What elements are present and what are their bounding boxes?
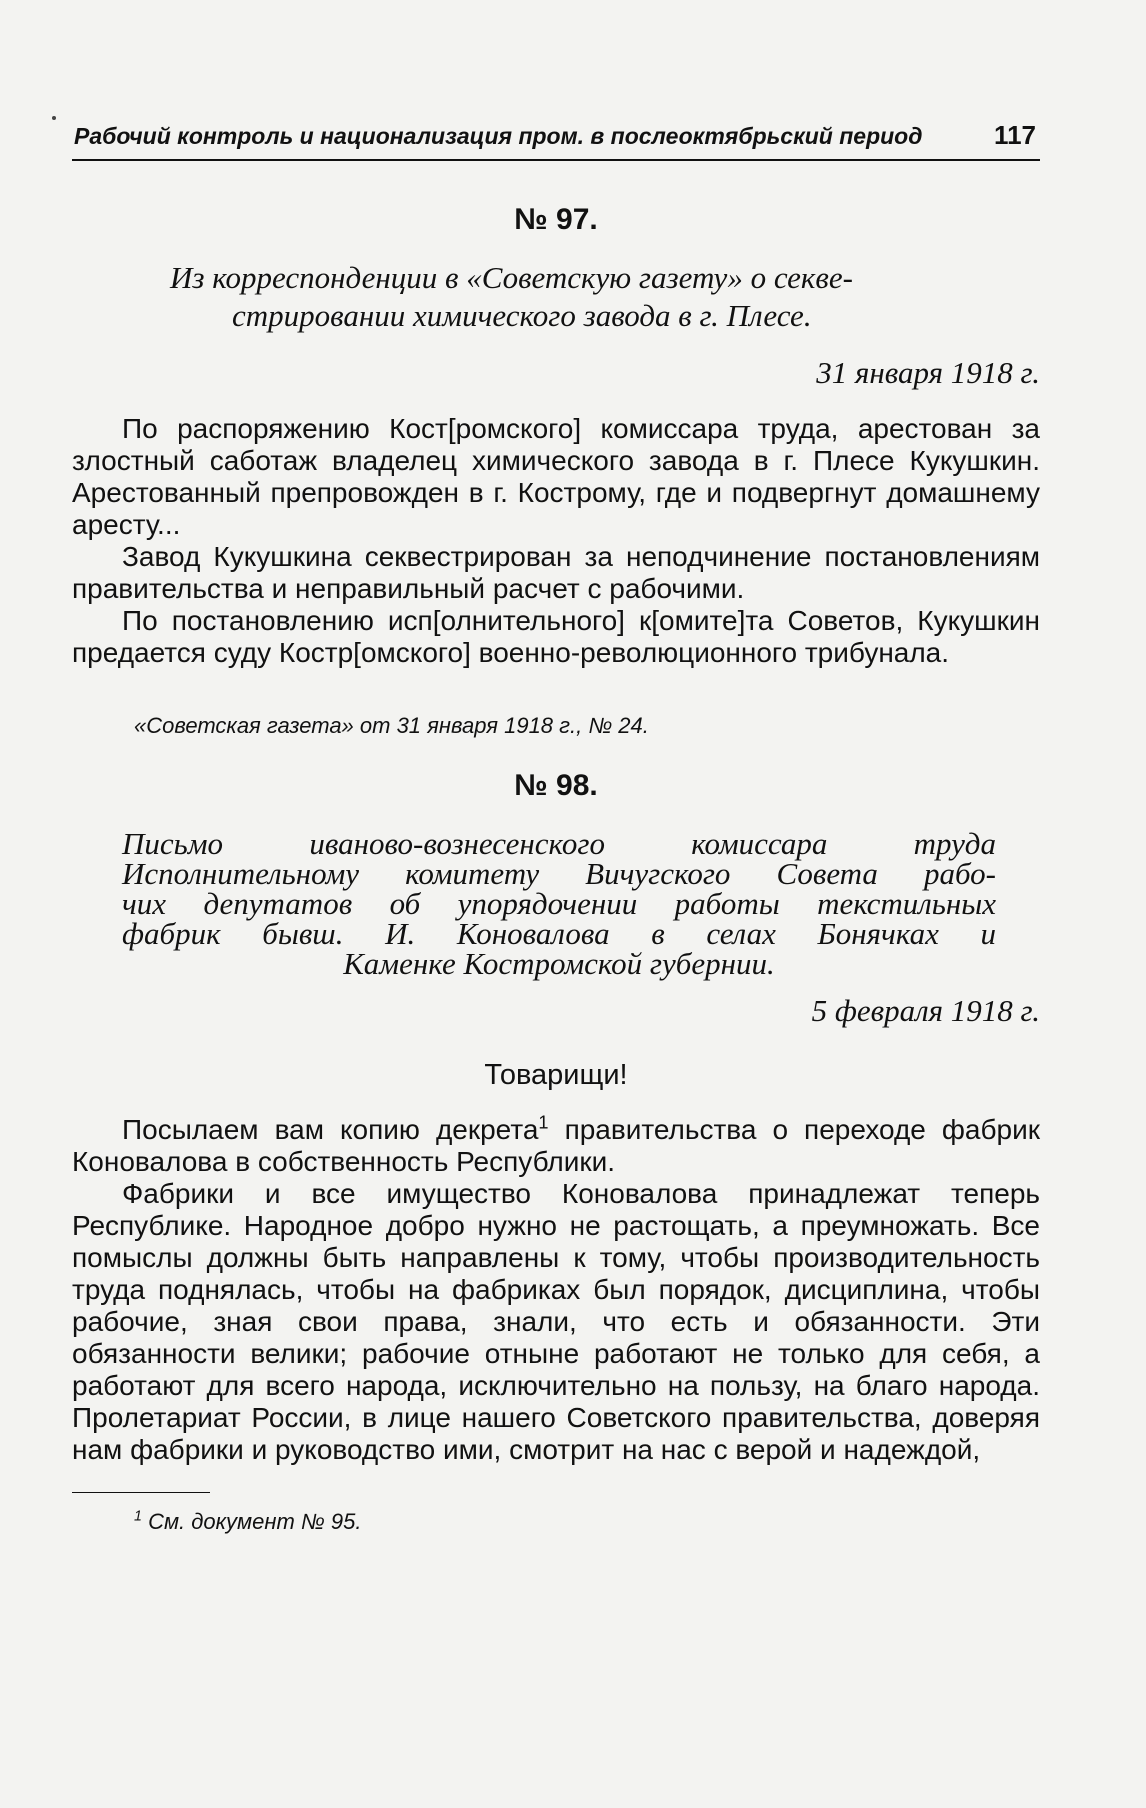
footnote — [72, 1509, 1040, 1535]
doc-title-line: Исполнительному комитету Вичугского Совета рабо- — [122, 856, 996, 891]
running-header — [72, 120, 1040, 151]
footnote-number: 1 — [134, 1508, 142, 1525]
paragraph: Завод Кукушкина секвестрирован за неподчинение постановлениям правительства и неправильный расчет с рабочими. — [72, 541, 1040, 604]
doc-title-line: фабрик бывш. И. Коновалова в селах Бонячках и — [122, 916, 996, 951]
ink-dot — [52, 116, 56, 120]
document-97 — [72, 203, 1040, 739]
doc-title-line: чих депутатов об упорядочении работы текстильных — [122, 886, 996, 921]
doc-title — [72, 826, 1040, 981]
running-title: Рабочий контроль и национализация пром. в послеоктябрьский период — [74, 123, 923, 149]
doc-title-line: Письмо иваново-вознесенского комиссара труда — [122, 826, 996, 861]
header-rule — [72, 159, 1040, 161]
paragraph: По постановлению исп[олнительного] к[омите]та Советов, Кукушкин предается суду Костр[омского] военно-революционного трибунала. — [72, 605, 1040, 668]
doc-date: 5 февраля 1918 г. — [811, 993, 1040, 1028]
doc-title-line: стрировании химического завода в г. Плесе. — [232, 298, 812, 333]
salutation: Товарищи! — [484, 1059, 628, 1091]
paragraph: По распоряжению Кост[ромского] комиссара труда, арестован за злостный саботаж владелец химического завода в г. Плесе Кукушкин. Арестованный препровожден в г. Кострому, где и подвергнут домашнему аресту... — [72, 413, 1040, 540]
document-98 — [72, 769, 1040, 1466]
paragraph-text: правительства о переходе фабрик Коновалова в собственность Республики. — [72, 1114, 1041, 1177]
doc-number: № 97. — [514, 203, 598, 236]
source-citation: «Советская газета» от 31 января 1918 г., № 24. — [134, 713, 649, 738]
doc-date: 31 января 1918 г. — [816, 355, 1040, 390]
footnote-text: См. документ № 95. — [148, 1509, 362, 1534]
footnotes — [72, 1492, 1040, 1535]
footnote-marker: 1 — [538, 1112, 549, 1133]
footnote-rule — [72, 1492, 210, 1493]
doc-body — [72, 1114, 1040, 1466]
doc-title-line: Каменке Костромской губернии. — [343, 946, 775, 981]
page-number: 117 — [994, 120, 1036, 150]
doc-number: № 98. — [514, 769, 598, 802]
paragraph: Фабрики и все имущество Коновалова принадлежат теперь Республике. Народное добро нужно не растощать, а преумножать. Все помыслы должны быть направлены к тому, чтобы производительность труда поднялась, чтобы на фабриках был порядок, дисциплина, чтобы рабочие, зная свои права, знали, что есть и обязанности. Эти обязанности велики; рабочие отныне работают не только для себя, а работают для всего народа, исключительно на пользу, на благо народа. Пролетариат России, в лице нашего Советского правительства, доверяя нам фабрики и руководство ими, смотрит на нас с верой и надеждой, — [72, 1178, 1040, 1465]
paragraph-text: Посылаем вам копию декрета — [122, 1114, 539, 1145]
doc-body — [72, 413, 1040, 669]
paragraph — [72, 1114, 1040, 1178]
doc-title-line: Из корреспонденции в «Советскую газету» о секве- — [170, 260, 853, 295]
book-page — [72, 120, 1040, 1535]
doc-title — [72, 259, 1040, 335]
